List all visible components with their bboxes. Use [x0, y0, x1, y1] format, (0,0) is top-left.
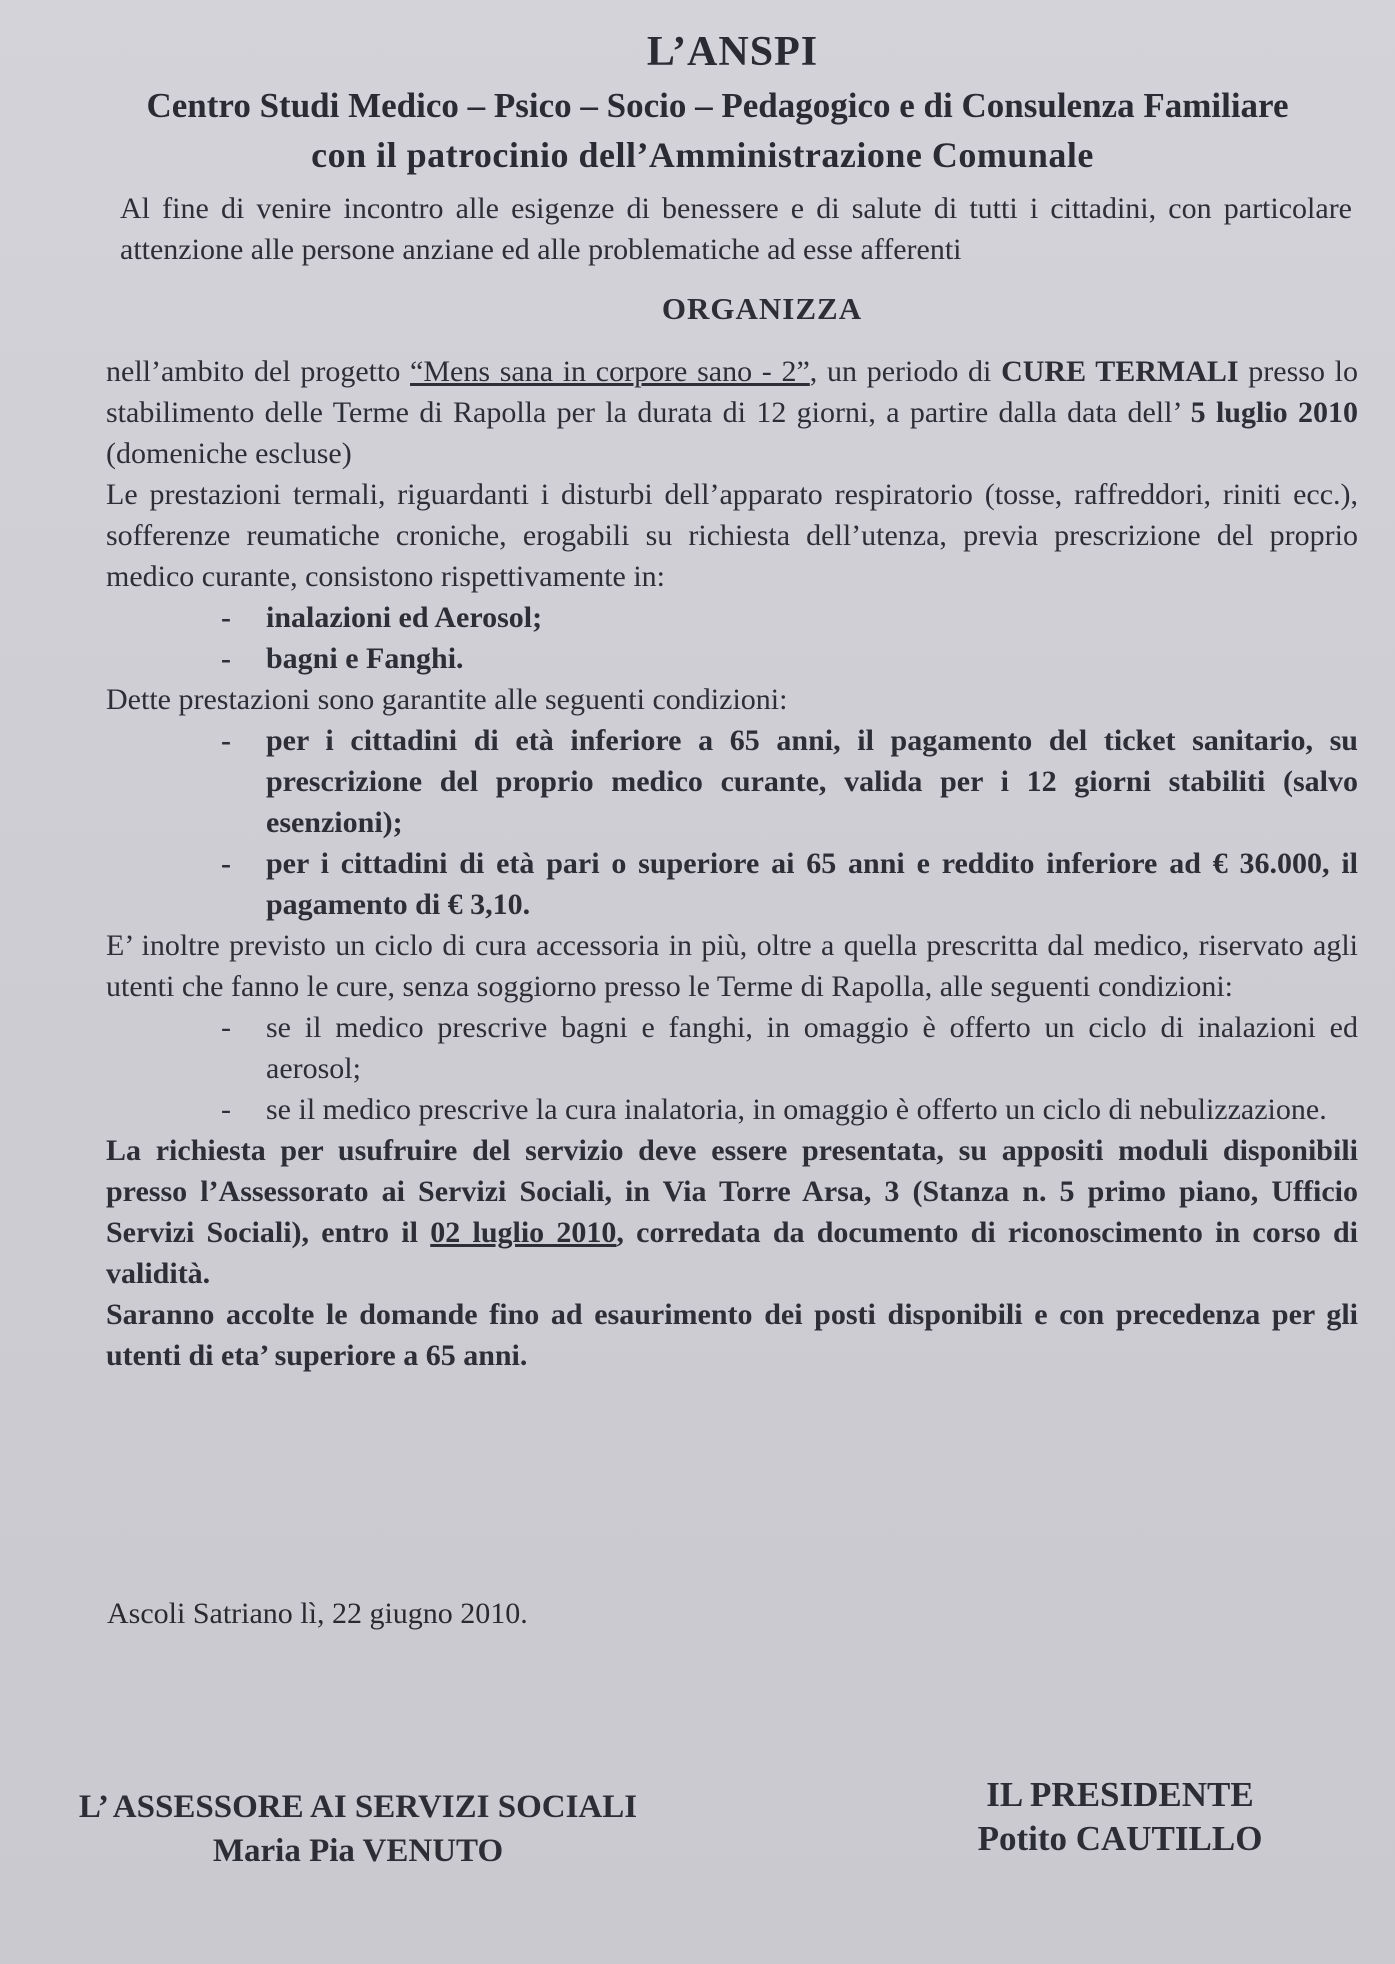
- signature-title: L’ ASSESSORE AI SERVIZI SOCIALI: [78, 1789, 638, 1825]
- list-item: - bagni e Fanghi.: [106, 638, 1358, 679]
- patronage-line: con il patrocinio dell’Amministrazione Comunale: [311, 135, 1094, 175]
- project-mid2: presso lo stabilimento delle Terme di Rapolla per la durata di 12 giorni, a partire dalla data dell’: [106, 355, 1358, 429]
- letterhead: [0, 28, 1395, 176]
- project-mid: , un periodo di: [809, 355, 1002, 388]
- services-paragraph: Le prestazioni termali, riguardanti i disturbi dell’apparato respiratorio (tosse, raffreddori, riniti ecc.), sofferenze reumatiche croniche, erogabili su richiesta dell’utenza, previa prescrizione del proprio medico curante, consistono rispettivamente in:: [106, 478, 1358, 593]
- signature-title: IL PRESIDENTE: [986, 1775, 1254, 1814]
- request-pre: La richiesta per usufruire del servizio deve essere presentata, su appositi moduli disponibili presso l’Assessorato ai Servizi Sociali, in Via Torre Arsa, 3 (Stanza n. 5 primo piano, Ufficio Servizi Sociali), entro il: [106, 1134, 1358, 1249]
- request-deadline: 02 luglio 2010: [430, 1216, 617, 1249]
- signature-presidente: [930, 1773, 1310, 1861]
- signature-assessore: [38, 1785, 678, 1873]
- list-item: - per i cittadini di età pari o superiore ai 65 anni e reddito inferiore ad € 36.000, il pagamento di € 3,10.: [106, 843, 1358, 925]
- organization-name: L’ANSPI: [646, 29, 819, 75]
- list-item: - inalazioni ed Aerosol;: [106, 597, 1358, 638]
- list-item: - per i cittadini di età inferiore a 65 anni, il pagamento del ticket sanitario, su prescrizione del proprio medico curante, valida per i 12 giorni stabiliti (salvo esenzioni);: [106, 720, 1358, 843]
- intro-paragraph: Al fine di venire incontro alle esigenze di benessere e di salute di tutti i cittadini, con particolare attenzione alle persone anziane ed alle problematiche ad esse afferenti: [120, 192, 1352, 266]
- notice-body: [106, 188, 1358, 1376]
- list-item: - se il medico prescrive bagni e fanghi, in omaggio è offerto un ciclo di inalazioni ed aerosol;: [106, 1007, 1358, 1089]
- extra-paragraph: E’ inoltre previsto un ciclo di cura accessoria in più, oltre a quella prescritta dal medico, riservato agli utenti che fanno le cure, senza soggiorno presso le Terme di Rapolla, alle seguenti condizioni:: [106, 929, 1358, 1003]
- project-name: “Mens sana in corpore sano - 2”: [410, 355, 810, 388]
- place-date: Ascoli Satriano lì, 22 giugno 2010.: [107, 1597, 528, 1630]
- request-post: , corredata da documento di riconoscimento in corso di validità.: [106, 1216, 1358, 1290]
- cure-termali: CURE TERMALI: [1001, 355, 1239, 388]
- services-list: [106, 597, 1358, 679]
- project-pre: nell’ambito del progetto: [106, 355, 411, 388]
- project-post: (domeniche escluse): [106, 437, 352, 470]
- organization-subtitle: Centro Studi Medico – Psico – Socio – Pedagogico e di Consulenza Familiare: [146, 86, 1289, 125]
- signature-name: Maria Pia VENUTO: [212, 1833, 504, 1869]
- start-date: 5 luglio 2010: [1190, 396, 1358, 429]
- organizza-heading: ORGANIZZA: [661, 291, 863, 326]
- conditions-list: [106, 720, 1358, 925]
- signature-name: Potito CAUTILLO: [977, 1819, 1263, 1858]
- conditions-paragraph: Dette prestazioni sono garantite alle seguenti condizioni:: [106, 683, 788, 716]
- list-item: - se il medico prescrive la cura inalatoria, in omaggio è offerto un ciclo di nebulizzazione.: [106, 1089, 1358, 1130]
- acceptance-paragraph: Saranno accolte le domande fino ad esaurimento dei posti disponibili e con precedenza per gli utenti di eta’ superiore a 65 anni.: [106, 1298, 1358, 1372]
- extra-list: [106, 1007, 1358, 1130]
- project-paragraph: [106, 351, 1358, 474]
- request-paragraph: [106, 1130, 1358, 1294]
